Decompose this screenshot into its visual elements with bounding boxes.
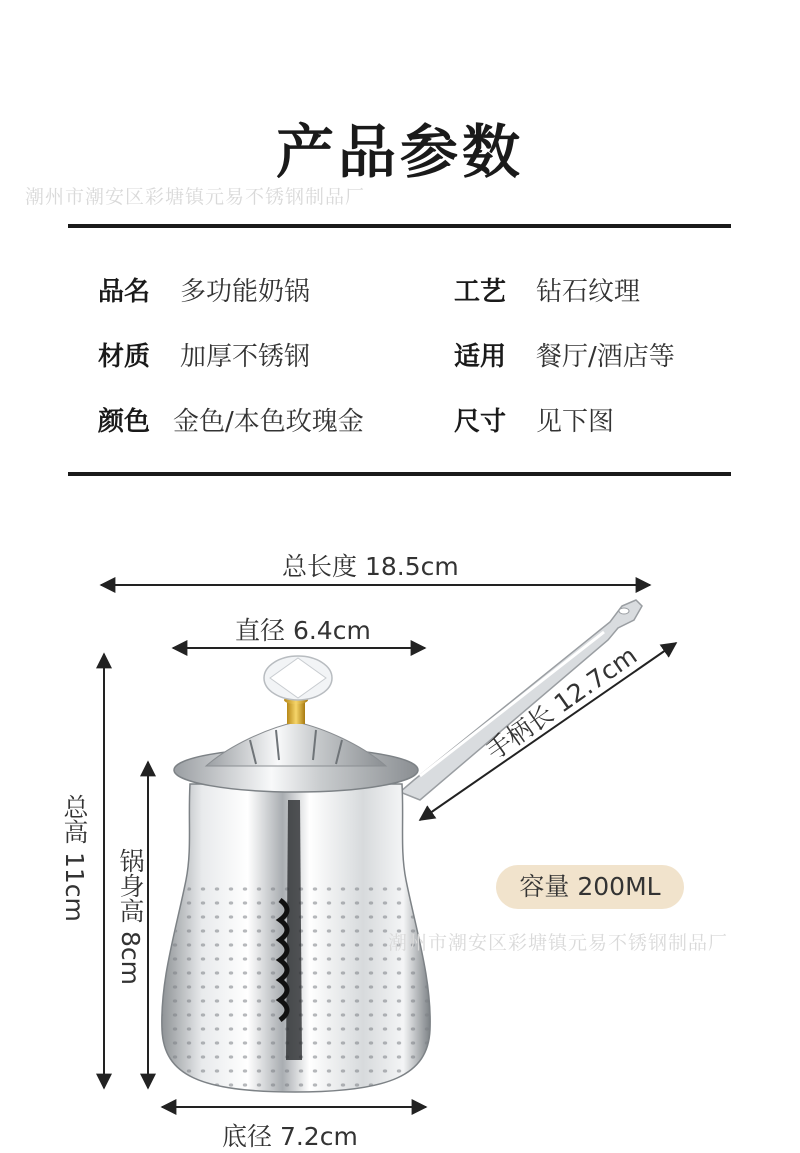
total-length-label: 总长度 18.5cm bbox=[282, 552, 459, 581]
handle bbox=[400, 600, 642, 800]
lid bbox=[174, 722, 418, 792]
spec-usage-label: 适用 bbox=[454, 342, 507, 372]
spec-craft-value: 钻石纹理 bbox=[536, 277, 641, 307]
spec-material-label: 材质 bbox=[98, 342, 151, 372]
spec-size-label: 尺寸 bbox=[454, 407, 507, 437]
spec-craft-label: 工艺 bbox=[454, 277, 507, 307]
spec-size-value: 见下图 bbox=[536, 407, 615, 437]
spec-name-label: 品名 bbox=[98, 277, 151, 307]
spec-name-value: 多功能奶锅 bbox=[180, 277, 311, 307]
total-height-label: 总高 11cm bbox=[60, 794, 89, 922]
spec-color-label: 颜色 bbox=[98, 407, 151, 437]
watermark-top: 潮州市潮安区彩塘镇元易不锈钢制品厂 bbox=[25, 186, 366, 208]
spec-color-value: 金色/本色玫瑰金 bbox=[173, 407, 364, 437]
capacity-badge: 容量 200ML bbox=[496, 865, 684, 909]
spec-material-value: 加厚不锈钢 bbox=[180, 342, 311, 372]
diameter-label: 直径 6.4cm bbox=[235, 616, 371, 645]
watermark-middle: 潮州市潮安区彩塘镇元易不锈钢制品厂 bbox=[388, 932, 729, 954]
base-diameter-label: 底径 7.2cm bbox=[222, 1122, 358, 1151]
spec-usage-value: 餐厅/酒店等 bbox=[536, 342, 675, 372]
knob bbox=[264, 656, 332, 724]
page-title: 产品参数 bbox=[275, 118, 524, 186]
handle-length-label: 手柄长 12.7cm bbox=[480, 640, 643, 766]
body-height-label: 锅身高 8cm bbox=[116, 848, 145, 985]
